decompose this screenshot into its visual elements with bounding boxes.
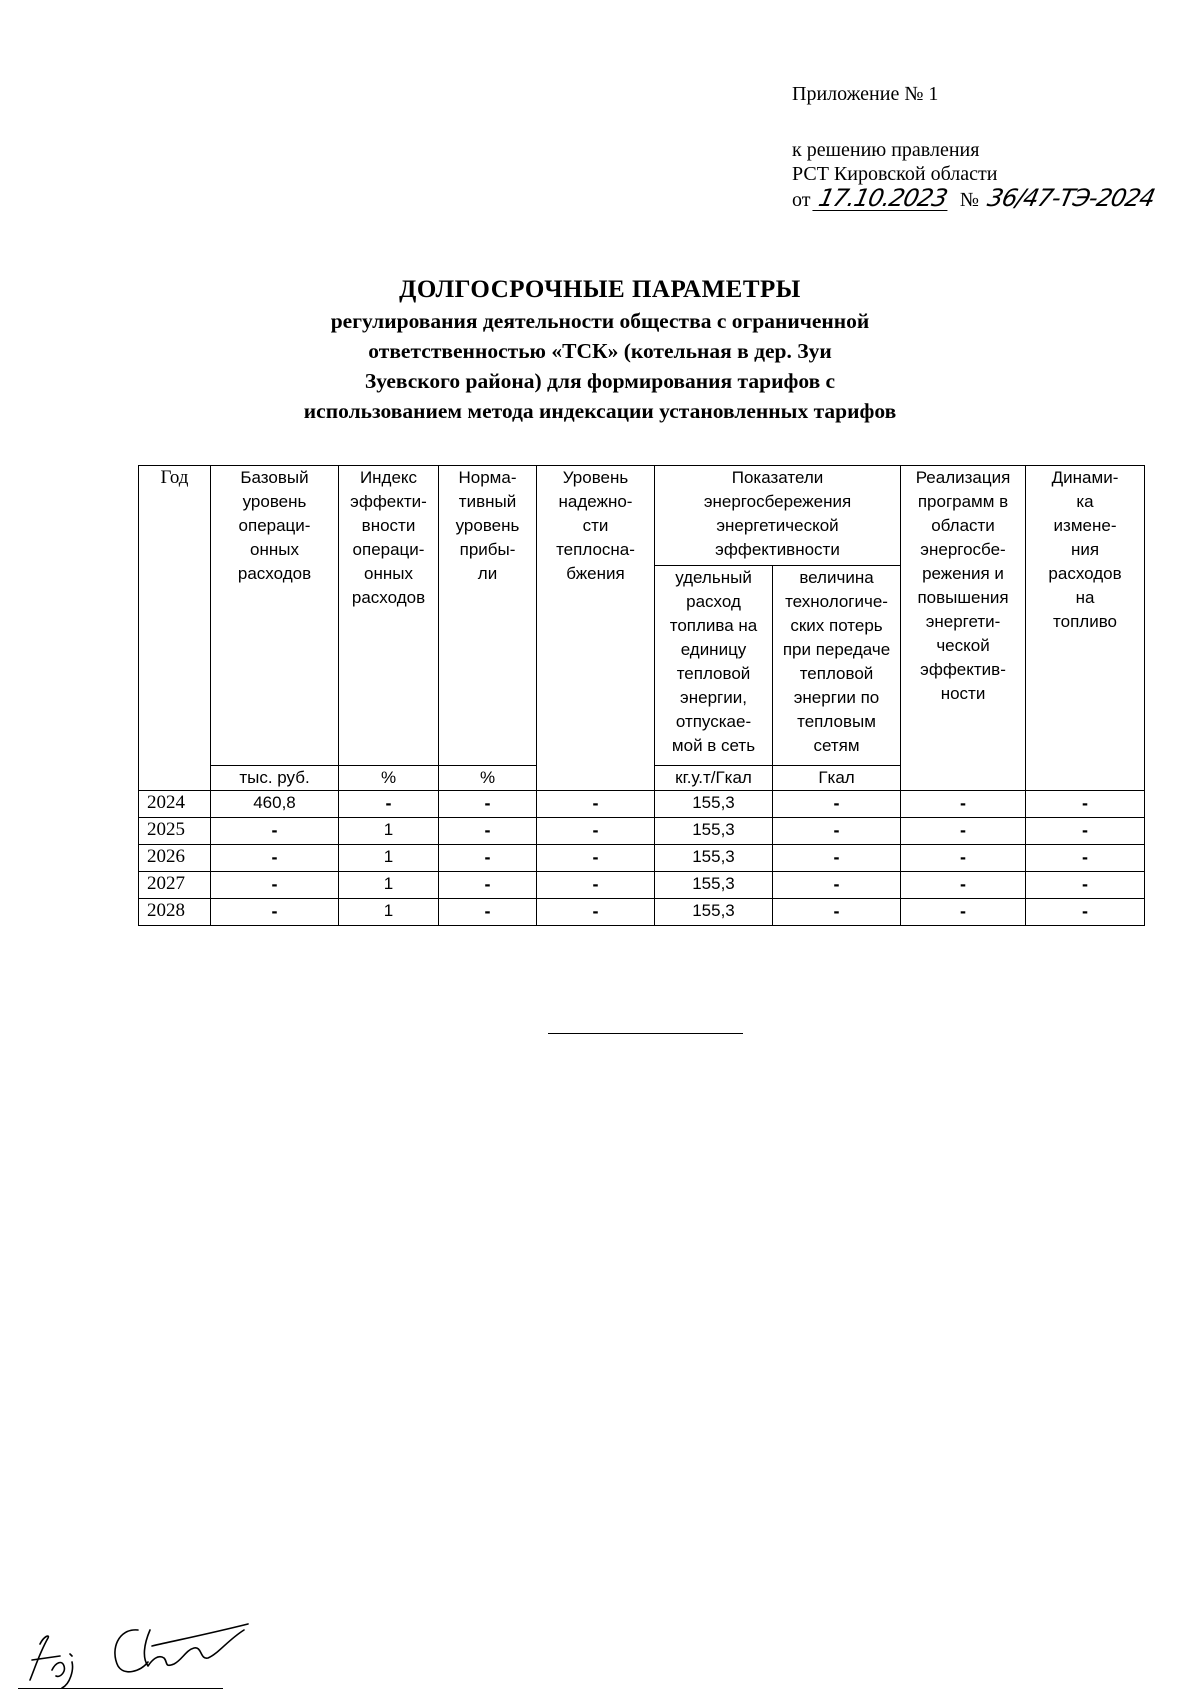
table-row: [139, 818, 1145, 845]
cell-reliability: -: [537, 818, 655, 845]
cell-profit: -: [439, 791, 537, 818]
parameters-table: [138, 465, 1145, 926]
header-programs: Реализация программ в области энергосбе- режения и повышения энергети- ческой эффектив- ности: [901, 466, 1026, 791]
cell-profit: -: [439, 872, 537, 899]
cell-fuel-rate: 155,3: [655, 818, 773, 845]
date-prefix: от: [792, 189, 811, 211]
cell-programs: -: [901, 791, 1026, 818]
cell-dynamics: -: [1026, 791, 1145, 818]
heading-line-1: регулирования деятельности общества с ограниченной: [330, 309, 870, 333]
header-base-level: [211, 466, 339, 766]
appendix-line-date-number: [792, 184, 1157, 212]
cell-programs: -: [901, 845, 1026, 872]
appendix-line-decision: к решению правления: [792, 139, 980, 161]
cell-losses: -: [773, 845, 901, 872]
header-efficiency-index: Индекс эффекти- вности операци- онных расходов: [339, 466, 439, 766]
cell-base: -: [211, 872, 339, 899]
cell-programs: -: [901, 818, 1026, 845]
cell-fuel-rate: 155,3: [655, 899, 773, 926]
cell-reliability: -: [537, 872, 655, 899]
cell-losses: -: [773, 818, 901, 845]
unit-index: %: [339, 766, 439, 791]
cell-dynamics: -: [1026, 872, 1145, 899]
table-row: [139, 872, 1145, 899]
cell-reliability: -: [537, 899, 655, 926]
cell-year: 2026: [139, 845, 211, 872]
cell-profit: -: [439, 899, 537, 926]
cell-base: -: [211, 845, 339, 872]
cell-losses: -: [773, 872, 901, 899]
handwritten-signature: [18, 1610, 278, 1690]
cell-index: 1: [339, 899, 439, 926]
cell-fuel-rate: 155,3: [655, 872, 773, 899]
document-heading: [150, 274, 1050, 426]
signature-underline: [18, 1688, 223, 1689]
cell-losses: -: [773, 899, 901, 926]
appendix-title: Приложение № 1: [792, 83, 939, 105]
cell-reliability: -: [537, 845, 655, 872]
appendix-line-authority: РСТ Кировской области: [792, 163, 998, 185]
header-profit-level: Норма- тивный уровень прибы- ли: [439, 466, 537, 766]
number-prefix: №: [959, 189, 979, 211]
cell-fuel-rate: 155,3: [655, 845, 773, 872]
header-energy-indicators: Показатели энергосбережения энергетической эффективности: [655, 466, 901, 566]
cell-year: 2028: [139, 899, 211, 926]
document-title: ДОЛГОСРОЧНЫЕ ПАРАМЕТРЫ: [399, 276, 801, 303]
header-year: Год: [139, 466, 211, 766]
cell-base: 460,8: [211, 791, 339, 818]
handwritten-number: 36/47-ТЭ-2024: [985, 184, 1157, 212]
cell-index: 1: [339, 872, 439, 899]
header-heat-losses: величина технологиче- ских потерь при передаче тепловой энергии по тепловым сетям: [773, 566, 901, 766]
cell-fuel-rate: 155,3: [655, 791, 773, 818]
heading-line-2: ответственностью «ТСК» (котельная в дер. Зуи: [368, 339, 832, 363]
unit-year-empty: [139, 766, 211, 791]
cell-profit: -: [439, 818, 537, 845]
cell-base: -: [211, 818, 339, 845]
handwritten-date: 17.10.2023: [813, 186, 954, 211]
document-end-divider: [548, 1033, 743, 1034]
heading-line-4: использованием метода индексации установленных тарифов: [303, 399, 897, 423]
unit-losses: Гкал: [773, 766, 901, 791]
table-row: [139, 791, 1145, 818]
header-base-level-text: Базовый уровень операци- онных расходов: [237, 468, 312, 583]
cell-year: 2025: [139, 818, 211, 845]
cell-index: 1: [339, 818, 439, 845]
cell-programs: -: [901, 899, 1026, 926]
header-fuel-rate: удельный расход топлива на единицу тепловой энергии, отпускае- мой в сеть: [655, 566, 773, 766]
cell-dynamics: -: [1026, 899, 1145, 926]
header-reliability: Уровень надежно- сти теплосна- бжения: [537, 466, 655, 791]
cell-year: 2024: [139, 791, 211, 818]
cell-dynamics: -: [1026, 818, 1145, 845]
unit-profit: %: [439, 766, 537, 791]
cell-year: 2027: [139, 872, 211, 899]
cell-profit: -: [439, 845, 537, 872]
unit-base: тыс. руб.: [211, 766, 339, 791]
table-row: [139, 899, 1145, 926]
cell-losses: -: [773, 791, 901, 818]
cell-dynamics: -: [1026, 845, 1145, 872]
table-row: [139, 845, 1145, 872]
cell-index: 1: [339, 845, 439, 872]
cell-base: -: [211, 899, 339, 926]
cell-index: -: [339, 791, 439, 818]
header-fuel-dynamics: Динами- ка измене- ния расходов на топливо: [1026, 466, 1145, 791]
heading-line-3: Зуевского района) для формирования тарифов с: [364, 369, 836, 393]
unit-fuel-rate: кг.у.т/Гкал: [655, 766, 773, 791]
cell-programs: -: [901, 872, 1026, 899]
cell-reliability: -: [537, 791, 655, 818]
appendix-block: [792, 82, 1157, 212]
